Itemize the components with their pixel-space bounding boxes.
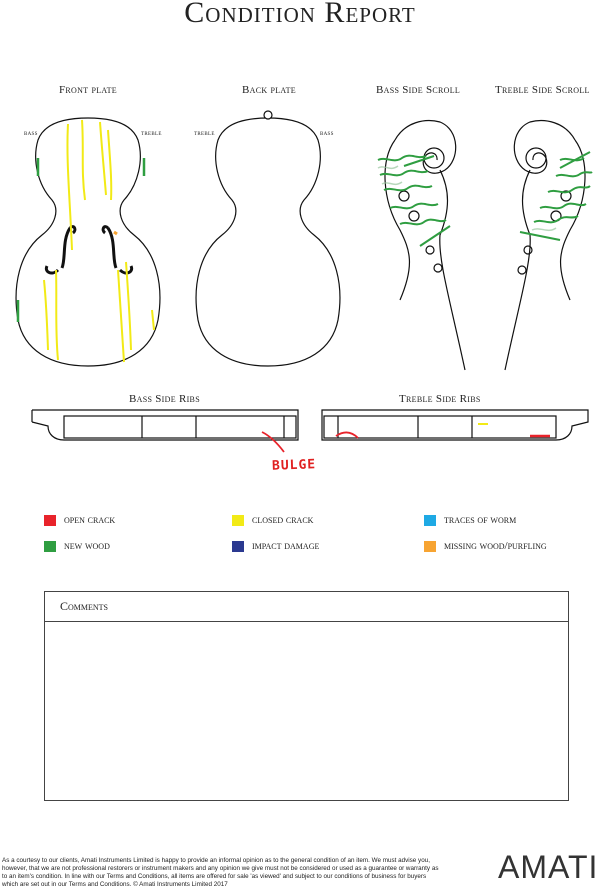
label-treble-side-ribs: Treble Side Ribs: [399, 393, 481, 405]
swatch-new-wood: [44, 541, 56, 552]
legend-open-crack: open crack: [44, 514, 115, 526]
bass-scroll-new-wood: [378, 156, 450, 246]
legend-new-wood: new wood: [44, 540, 110, 552]
swatch-closed-crack: [232, 515, 244, 526]
comments-box: [44, 591, 569, 801]
treble-scroll-new-wood: [520, 152, 592, 240]
comments-heading: Comments: [45, 592, 568, 622]
brand-logo: AMATI: [498, 849, 599, 885]
label-bass-side-ribs: Bass Side Ribs: [129, 393, 200, 405]
label-back-plate: Back plate: [242, 84, 296, 96]
page-title: Condition Report: [184, 0, 416, 29]
legend-impact-damage: impact damage: [232, 540, 319, 552]
comments-text[interactable]: [45, 622, 568, 638]
legend-traces-of-worm: traces of worm: [424, 514, 516, 526]
label-bass-side-scroll: Bass Side Scroll: [376, 84, 461, 96]
swatch-impact-damage: [232, 541, 244, 552]
label-treble-side-scroll: Treble Side Scroll: [495, 84, 590, 96]
f-hole-right: [103, 227, 132, 273]
legend-missing-wood: missing wood/purfling: [424, 540, 547, 552]
front-treble-label: treble: [141, 129, 162, 137]
label-front-plate: Front plate: [59, 84, 117, 96]
front-missing-wood: [114, 232, 117, 234]
back-plate-outline: [196, 118, 340, 366]
swatch-open-crack: [44, 515, 56, 526]
front-bass-label: bass: [24, 129, 38, 137]
disclaimer-text: As a courtesy to our clients, Amati Instruments Limited is happy to provide an informal opinion as to the general condition of an item. We must advise you, however, that we are not professional restorers or instrument makers and any opinion we give must not be considered or used as a guarantee or warranty as to an item's condition. In line with our Terms and Conditions, all items are offered for sale 'as viewed' and subject to our conditions of business for buyers which are set out in our Terms and Conditions. © Amati Instruments Limited 2017: [2, 857, 439, 888]
legend-closed-crack: closed crack: [232, 514, 313, 526]
swatch-missing-wood: [424, 541, 436, 552]
treble-scroll-drawing: [505, 121, 585, 370]
bass-ribs-drawing: [32, 410, 298, 440]
bulge-annotation: BULGE: [271, 457, 317, 474]
back-treble-label: treble: [194, 129, 215, 137]
swatch-traces-of-worm: [424, 515, 436, 526]
front-plate-outline: [16, 118, 160, 366]
back-bass-label: bass: [320, 129, 334, 137]
front-closed-cracks: [44, 120, 154, 362]
back-button: [264, 111, 272, 119]
